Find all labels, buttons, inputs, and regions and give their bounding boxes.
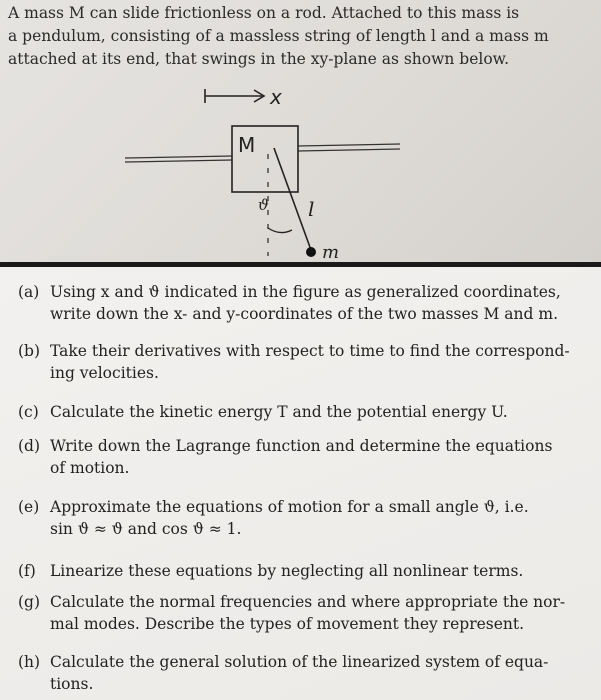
axis-label-x: x [270,85,282,109]
angle-label: ϑ [258,196,269,214]
question-line: Approximate the equations of motion for a small angle ϑ, i.e. [50,498,529,516]
pendulum-figure [0,80,601,262]
question-line: sin ϑ ≈ ϑ and cos ϑ ≈ 1. [50,520,242,538]
question-label: (h) [18,653,41,671]
question-e [18,496,596,540]
intro-line-1: A mass M can slide frictionless on a rod. Attached to this mass is [8,4,520,22]
question-line: Take their derivatives with respect to time to find the correspond- [50,342,570,360]
pendulum-string [274,148,311,250]
bob-label-m: m [322,242,340,262]
question-label: (b) [18,342,41,360]
length-label: l [308,197,315,221]
question-label: (f) [18,562,36,580]
angle-arc [268,228,292,233]
question-label: (a) [18,283,40,301]
question-line: Calculate the general solution of the linearized system of equa- [50,653,549,671]
question-label: (g) [18,593,41,611]
x-axis-arrow [205,89,264,103]
question-h [18,651,596,695]
question-a [18,281,596,325]
question-b [18,340,596,384]
question-d [18,435,596,479]
question-line: write down the x- and y-coordinates of the two masses M and m. [50,305,559,323]
question-line: Using x and ϑ indicated in the figure as generalized coordinates, [50,283,561,301]
question-line: ing velocities. [50,364,159,382]
question-line: Write down the Lagrange function and determine the equations [50,437,553,455]
question-line: of motion. [50,459,130,477]
intro-line-2: a pendulum, consisting of a massless string of length l and a mass m [8,27,549,45]
question-line: mal modes. Describe the types of movement they represent. [50,615,525,633]
question-label: (e) [18,498,40,516]
intro-text [8,2,593,71]
question-label: (d) [18,437,41,455]
question-line: Calculate the kinetic energy T and the potential energy U. [50,403,508,421]
question-line: Calculate the normal frequencies and where appropriate the nor- [50,593,566,611]
question-line: tions. [50,675,94,693]
questions-panel [0,267,601,700]
block-label-M: M [238,133,256,157]
question-f [18,560,596,582]
rod [125,144,400,162]
problem-statement-panel [0,0,601,262]
intro-line-3: attached at its end, that swings in the xy-plane as shown below. [8,50,510,68]
question-g [18,591,596,635]
question-line: Linearize these equations by neglecting all nonlinear terms. [50,562,524,580]
question-c [18,401,596,423]
pendulum-bob [306,247,316,257]
question-label: (c) [18,403,39,421]
